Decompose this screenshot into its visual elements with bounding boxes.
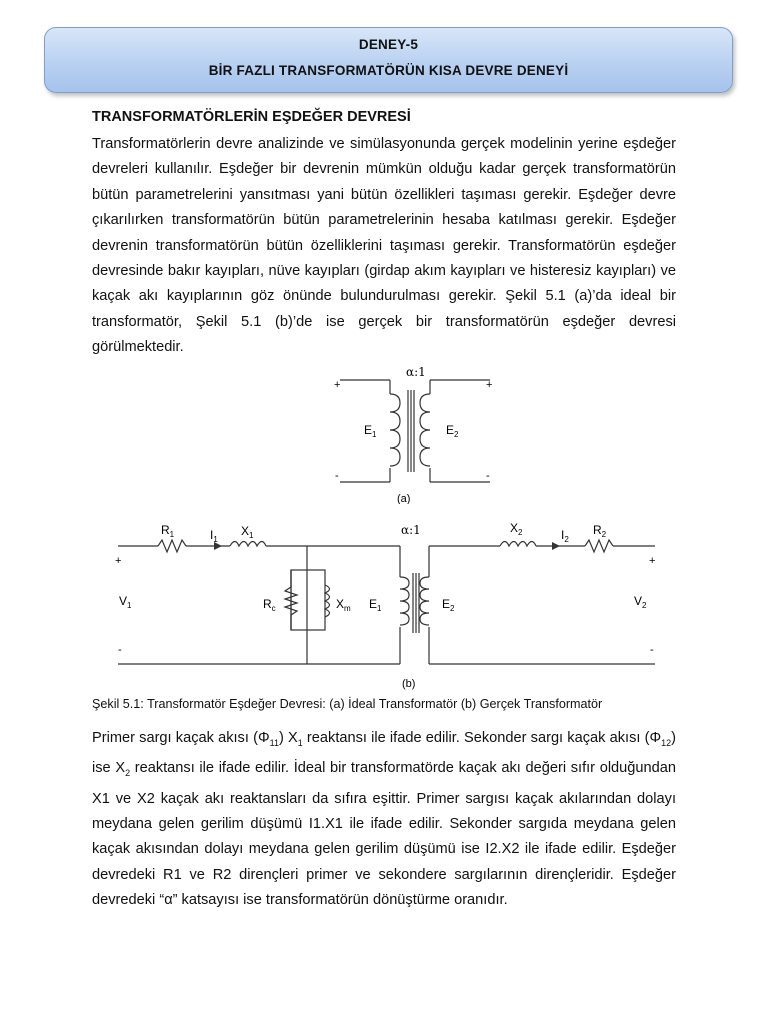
figure-a-ideal-transformer <box>330 364 500 504</box>
section-heading: TRANSFORMATÖRLERİN EŞDEĞER DEVRESİ <box>92 109 411 125</box>
p2-sub-3: 12 <box>661 737 672 748</box>
turns-ratio-label: α:1 <box>406 365 426 379</box>
secondary-coil <box>420 577 429 625</box>
xm-label: $X_m$ <box>336 597 351 613</box>
figure-b-equivalent-circuit <box>110 515 660 695</box>
p2-sub-2: 1 <box>297 737 303 748</box>
experiment-title: BİR FAZLI TRANSFORMATÖRÜN KISA DEVRE DENEYİ <box>208 63 569 78</box>
primary-plus-sign: + <box>334 379 341 391</box>
figure-a-label: (a) <box>397 493 411 504</box>
v1-label: $V_1$ <box>119 594 132 610</box>
x2-label: $X_2$ <box>510 521 523 537</box>
e2-label: $E_2$ <box>446 423 459 439</box>
x2-inductor <box>500 542 536 547</box>
primary-coil <box>400 577 409 625</box>
secondary-minus-sign: - <box>650 644 654 656</box>
r2-label: $R_2$ <box>593 523 607 539</box>
e1-label: $E_1$ <box>364 423 377 439</box>
secondary-plus-sign: + <box>486 379 493 391</box>
r1-label: $R_1$ <box>161 523 175 539</box>
e2-label: $E_2$ <box>442 597 455 613</box>
i2-label: $I_2$ <box>561 528 569 544</box>
x1-inductor <box>230 542 266 547</box>
r1-resistor <box>158 540 186 552</box>
p2-text-3: reaktansı ile ifade edilir. Sekonder sargı kaçak akısı (Φ <box>302 730 662 746</box>
turns-ratio-label: α:1 <box>401 523 421 537</box>
primary-coil <box>390 394 400 466</box>
figure-b-label: (b) <box>402 678 416 690</box>
secondary-minus-sign: - <box>486 470 490 482</box>
leakage-flux-paragraph <box>92 726 676 914</box>
p2-text-5: reaktansı ile ifade edilir. İdeal bir transformatörde kaçak akı değeri sıfır olduğundan X1 ve X2 kaçak akı reaktansları da sıfıra eşittir. Primer sargısı kaçak akılarından dolayı meydana gelen gerilim düşümü I1.X1 ile ifade edilir. Sekonder sargıda meydana gelen kaçak akısından dolayı meydana gelen gerilim düşümü ise I2.X2 ile ifade edilir. Eşdeğer devredeki R1 ve R2 dirençleri primer ve sekondere sargılarının dirençleridir. Eşdeğer devredeki “α” katsayısı ise transformatörün dönüştürme oranıdır. <box>92 760 676 909</box>
p2-text-4: ) ise X <box>92 730 677 777</box>
primary-plus-sign: + <box>115 555 122 567</box>
i1-label: $I_1$ <box>210 528 218 544</box>
primary-minus-sign: - <box>118 644 122 656</box>
i2-arrow <box>552 542 560 550</box>
figure-caption: Şekil 5.1: Transformatör Eşdeğer Devresi: (a) İdeal Transformatör (b) Gerçek Transformatör <box>92 697 603 711</box>
experiment-number: DENEY-5 <box>358 37 419 52</box>
e1-label: $E_1$ <box>369 597 382 613</box>
p2-sub-4: 2 <box>125 768 131 779</box>
secondary-coil <box>420 394 430 466</box>
v2-label: $V_2$ <box>634 594 647 610</box>
r2-resistor <box>585 540 613 552</box>
primary-minus-sign: - <box>335 470 339 482</box>
experiment-header <box>44 27 733 93</box>
rc-label: $R_c$ <box>263 597 276 613</box>
xm-inductor <box>325 585 330 617</box>
secondary-plus-sign: + <box>649 555 656 567</box>
intro-paragraph: Transformatörlerin devre analizinde ve simülasyonunda gerçek modelinin yerine eşdeğer devreleri kullanılır. Eşdeğer bir devrenin mümkün olduğu kadar gerçek transformatörün bütün parametrelerini yansıtması yani bütün özellikleri taşıması gerekir. Eşdeğer devre çıkarılırken transformatörün bütün parametrelerinin hesaba katılması gerekir. Eşdeğer devrenin transformatörün bütün özelliklerini taşıması gerekir. Transformatörün eşdeğer devresinde bakır kayıpları, nüve kayıpları (girdap akım kayıpları ve histeresiz kayıpları) ve kaçak akı kayıplarının göz önünde bulundurulması gerekir. Şekil 5.1 (a)’da ideal bir transformatör, Şekil 5.1 (b)’de ise gerçek bir transformatörün eşdeğer devresi görülmektedir. <box>92 136 676 356</box>
x1-label: $X_1$ <box>241 524 254 540</box>
p2-text-1: Primer sargı kaçak akısı (Φ <box>92 730 270 746</box>
p2-sub-1: 11 <box>269 737 279 748</box>
p2-text-2: ) X <box>278 730 298 746</box>
